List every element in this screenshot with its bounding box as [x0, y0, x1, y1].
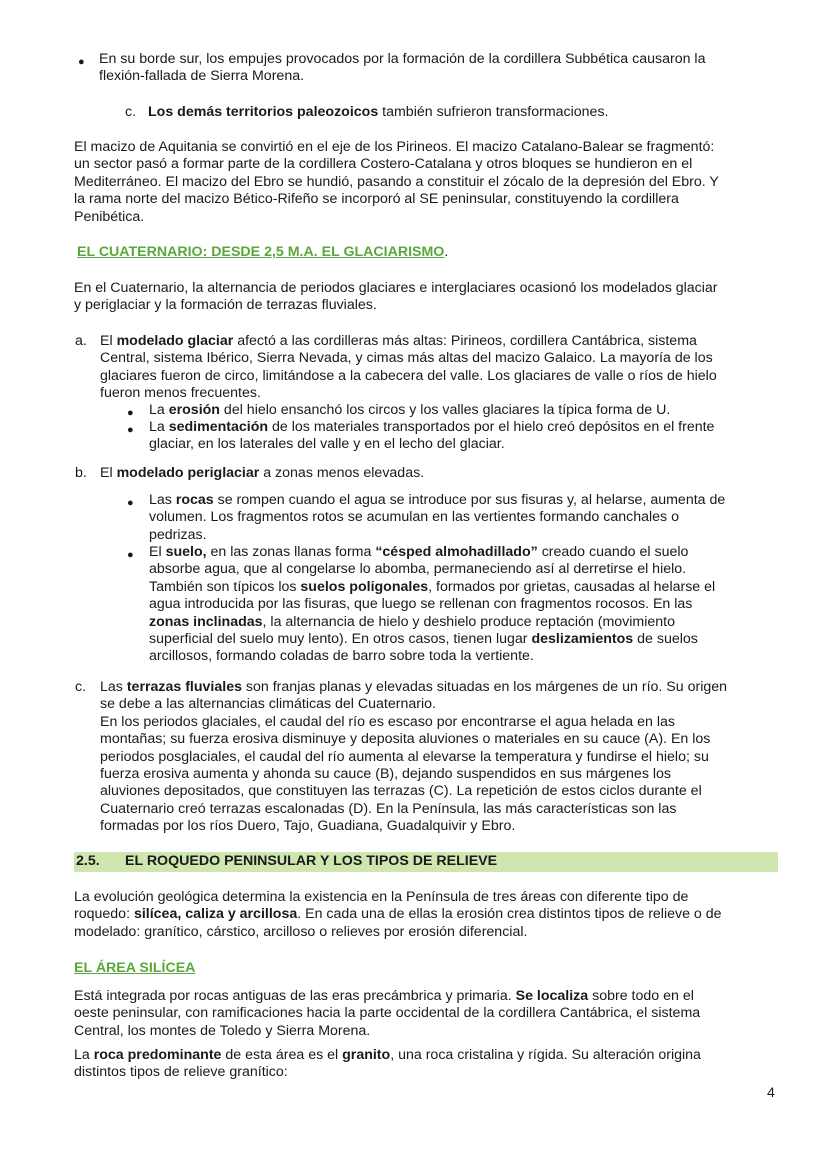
bullet-icon: ● [127, 424, 134, 436]
text-line: pedrizas. [149, 526, 207, 543]
bullet-suelo: El suelo, en las zonas llanas forma “césped almohadillado” creado cuando el suelo absorbe agua, que al congelarse lo abomba, permaneciendo así al derretirse el hielo. También son típicos los suelos poligonales, formados por grietas, causadas al helarse el agua introducida por las fisuras, que luego se rellenan con fragmentos rocosos. En las zonas inclinadas, la alternancia de hielo y deshielo produce reptación (movimiento superficial del suelo muy lento). En otros casos, tienen lugar deslizamientos de suelos arcillosos, formando coladas de barro sobre toda la vertiente. [149, 544, 778, 666]
list-item-a-glaciar [100, 333, 778, 403]
text-line: La evolución geológica determina la existencia en la Península de tres áreas con diferente tipo de [74, 889, 689, 905]
text-line: un sector pasó a formar parte de la cordillera Costero-Catalana y otros bloques se hundieron en el [74, 156, 693, 173]
text-line: En los periodos glaciales, el caudal del río es escaso por encontrarse el agua helada en las [100, 713, 675, 730]
text: también sufrieron transformaciones. [378, 104, 609, 120]
text-line: montañas; su fuerza erosiva disminuye y deposita aluviones o materiales en su cauce (A). En los [100, 731, 711, 748]
text-line: glaciar, en los laterales del valle y en el lecho del glaciar. [149, 436, 505, 453]
heading-text: EL ÁREA SILÍCEA [74, 960, 196, 976]
text-line: volumen. Los fragmentos rotos se acumulan en las vertientes formando canchales o [149, 509, 679, 526]
paragraph-cuaternario [74, 280, 778, 315]
text-line: glaciares fueron de circo, limitándose a la cabecera del valle. Los glaciares de valle o ríos de hielo [100, 367, 717, 384]
text-line: modelado: granítico, cárstico, arcilloso o relieves por erosión diferencial. [74, 923, 528, 940]
text-line: se debe a las alternancias climáticas del Cuaternario. [100, 696, 436, 713]
text-line: aluviones depositados, que constituyen las terrazas (C). La repetición de estos ciclos durante el [100, 783, 702, 800]
text-line: Mediterráneo. El macizo del Ebro se hundió, pasando a constituir el zócalo de la depresión del Ebro. Y [74, 173, 719, 190]
paragraph-macizos [74, 139, 778, 226]
page-number: 4 [767, 1085, 775, 1101]
text-line: absorbe agua, que al congelarse lo abomba, permaneciendo así al derretirse el hielo. [149, 561, 687, 578]
text-line: flexión-fallada de Sierra Morena. [99, 68, 305, 85]
text-line: Cuaternario creó terrazas escalonadas (D). En la Península, las más características son las [100, 800, 677, 817]
bullet-icon: ● [127, 497, 134, 509]
text-line: El modelado glaciar afectó a las cordilleras más altas: Pirineos, cordillera Cantábrica, sistema [100, 333, 697, 349]
list-marker: a. [75, 333, 87, 349]
section-number: 2.5. [76, 853, 100, 869]
text-line: El macizo de Aquitania se convirtió en el eje de los Pirineos. El macizo Catalano-Balear se fragmentó: [74, 139, 715, 155]
paragraph-roquedo: La evolución geológica determina la existencia en la Península de tres áreas con diferente tipo de roquedo: silícea, caliza y arcillosa. En cada una de ellas la erosión crea distintos tipos de relieve o de modelado: granítico, cárstico, arcilloso o relieves por erosión diferencial. [74, 889, 778, 941]
bullet-icon: ● [127, 407, 134, 419]
text-line: y periglaciar y la formación de terrazas fluviales. [74, 297, 377, 314]
list-item-c-territorios [125, 104, 608, 121]
text-line: periodos posglaciales, el caudal del río aumenta al elevarse la temperatura y fundirse el hielo; su [100, 748, 709, 765]
text-line: En su borde sur, los empujes provocados por la formación de la cordillera Subbética causaron la [99, 51, 706, 67]
bullet-sedimentacion: La sedimentación de los materiales transportados por el hielo creó depósitos en el frente glaciar, en los laterales del valle y en el lecho del glaciar. [149, 419, 778, 454]
text-line: la rama norte del macizo Bético-Rifeño se incorporó al SE peninsular, constituyendo la cordillera [74, 191, 679, 208]
bullet-icon: ● [127, 549, 134, 561]
heading-trail: . [444, 244, 449, 260]
bullet-rocas: Las rocas se rompen cuando el agua se introduce por sus fisuras y, al helarse, aumenta de volumen. Los fragmentos rotos se acumulan en las vertientes formando canchales o pedrizas. [149, 492, 778, 544]
heading-cuaternario [77, 244, 448, 261]
text-line: fuerza erosiva aumenta y ahonda su cauce (B), dejando suspendidos en sus márgenes los [100, 766, 671, 783]
text-line: fueron menos frecuentes. [100, 385, 261, 402]
text-line: Penibética. [74, 208, 145, 225]
text-line: formadas por los ríos Duero, Tajo, Guadiana, Guadalquivir y Ebro. [100, 818, 516, 835]
text-line: Central, sistema Ibérico, Sierra Nevada, y cimas más altas del macizo Galaico. La mayoría de los [100, 350, 713, 367]
heading-text: EL CUATERNARIO: DESDE 2,5 M.A. EL GLACIARISMO [77, 244, 445, 260]
list-marker: b. [75, 465, 87, 481]
section-heading-2-5 [74, 852, 778, 872]
top-bullet-text [99, 51, 777, 86]
bold-text: Los demás territorios paleozoicos [148, 104, 379, 120]
paragraph-roca: La roca predominante de esta área es el granito, una roca cristalina y rígida. Su alteración origina distintos tipos de relieve granítico: [74, 1047, 778, 1082]
bullet-erosion: La erosión del hielo ensanchó los circos y los valles glaciares la típica forma de U. [149, 402, 671, 418]
text-line: arcillosos, formando coladas de barro sobre toda la vertiente. [149, 648, 534, 665]
text-line: Central, los montes de Toledo y Sierra Morena. [74, 1022, 371, 1039]
list-item-c-terrazas: Las terrazas fluviales son franjas planas y elevadas situadas en los márgenes de un río. Su origen se debe a las alternancias climáticas del Cuaternario. En los periodos glaciales, el caudal del río es escaso por encontrarse el agua helada en las montañas; su fuerza erosiva disminuye y deposita aluviones o materiales en su cauce (A). En los periodos posglaciales, el caudal del río aumenta al elevarse la temperatura y fundirse el hielo; su fuerza erosiva aumenta y ahonda su cauce (B), dejando suspendidos en sus márgenes los aluviones depositados, que constituyen las terrazas (C). La repetición de estos ciclos durante el Cuaternario creó terrazas escalonadas (D). En la Península, las más características son las formadas por los ríos Duero, Tajo, Guadiana, Guadalquivir y Ebro. [100, 679, 778, 836]
section-title: EL ROQUEDO PENINSULAR Y LOS TIPOS DE RELIEVE [125, 853, 498, 869]
bullet-icon: ● [78, 56, 85, 68]
text-line: distintos tipos de relieve granítico: [74, 1064, 288, 1081]
list-item-b-periglaciar: El modelado periglaciar a zonas menos elevadas. [100, 465, 425, 481]
text-line: agua introducida por las fisuras, que luego se rellenan con fragmentos rocosos. En las [149, 596, 693, 613]
paragraph-silicea: Está integrada por rocas antiguas de las eras precámbrica y primaria. Se localiza sobre todo en el oeste peninsular, con ramificaciones hacia la parte occidental de la cordillera Cantábrica, el sistema Central, los montes de Toledo y Sierra Morena. [74, 988, 778, 1040]
heading-area-silicea [74, 960, 195, 977]
text-line: En el Cuaternario, la alternancia de periodos glaciares e interglaciares ocasionó los modelados glaciar [74, 280, 718, 296]
text-line: oeste peninsular, con ramificaciones hacia la parte occidental de la cordillera Cantábrica, el sistema [74, 1005, 701, 1022]
list-marker: c. [125, 104, 137, 120]
list-marker: c. [75, 679, 87, 695]
